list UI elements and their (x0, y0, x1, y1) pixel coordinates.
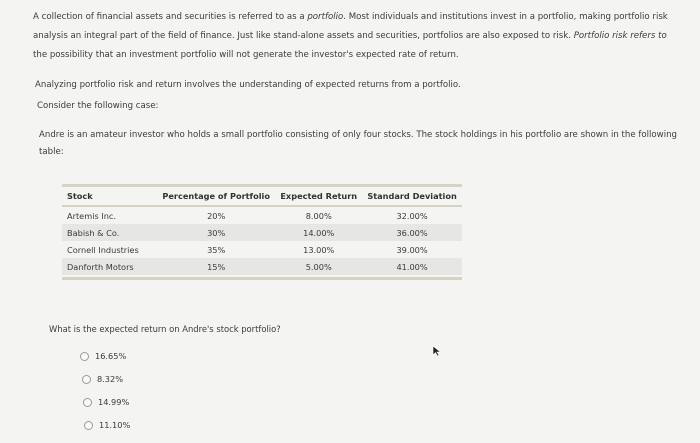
question-text: What is the expected return on Andre's stock portfolio? (49, 324, 281, 334)
mouse-cursor-icon (432, 345, 442, 357)
header-expected-return: Expected Return (275, 187, 362, 206)
answer-option-3[interactable] (83, 397, 129, 407)
intro-text-4: the possibility that an investment portfolio will not generate the investor's expected rate of return. (33, 50, 459, 60)
answer-option-1[interactable] (80, 351, 126, 361)
intro-term-portfolio-risk: Portfolio risk refers to (573, 31, 667, 41)
portfolio-table (62, 184, 462, 280)
intro-text-1: A collection of financial assets and securities is referred to as a (33, 12, 308, 22)
intro-term-portfolio: portfolio (307, 12, 344, 22)
answer-label: 8.32% (97, 374, 124, 384)
cell-percentage: 30% (157, 224, 275, 241)
case-paragraph: Andre is an amateur investor who holds a small portfolio consisting of only four stocks. The stock holdings in his portfolio are shown in the following table: (39, 130, 677, 157)
cell-standard-deviation: 39.00% (396, 244, 428, 255)
table-row (62, 241, 462, 258)
answer-label: 14.99% (98, 397, 130, 407)
header-percentage: Percentage of Portfolio (157, 187, 275, 206)
radio-button[interactable] (80, 352, 89, 361)
answer-option-4[interactable] (84, 420, 130, 430)
cell-stock: Artemis Inc. (67, 210, 117, 221)
cell-stock: Cornell Industries (67, 244, 139, 255)
table-header-row (62, 187, 462, 206)
header-stock: Stock (62, 187, 157, 206)
cell-standard-deviation: 32.00% (396, 210, 428, 221)
table-row (62, 224, 462, 241)
consider-paragraph: Consider the following case: (37, 101, 159, 111)
table-row (62, 258, 462, 275)
table-bottom-rule (62, 277, 462, 280)
table-row (62, 206, 462, 224)
cell-percentage: 20% (207, 210, 226, 221)
answer-label: 11.10% (99, 420, 131, 430)
cell-standard-deviation: 36.00% (362, 224, 462, 241)
answer-label: 16.65% (95, 351, 127, 361)
radio-button[interactable] (82, 375, 91, 384)
intro-paragraph (33, 8, 683, 65)
cell-percentage: 15% (157, 258, 275, 275)
intro-text-2: . Most individuals and institutions invest in a portfolio, making portfolio risk (343, 12, 668, 22)
answer-option-2[interactable] (82, 374, 123, 384)
intro-text-3: analysis an integral part of the field of finance. Just like stand-alone assets and securities, portfolios are also exposed to risk. (33, 31, 574, 41)
cell-percentage: 35% (207, 244, 226, 255)
radio-button[interactable] (83, 398, 92, 407)
cell-stock: Danforth Motors (62, 258, 157, 275)
cell-expected-return: 5.00% (275, 258, 362, 275)
analyzing-paragraph: Analyzing portfolio risk and return involves the understanding of expected returns from a portfolio. (35, 80, 461, 90)
cell-stock: Babish & Co. (62, 224, 157, 241)
cell-expected-return: 14.00% (275, 224, 362, 241)
cell-standard-deviation: 41.00% (362, 258, 462, 275)
header-standard-deviation: Standard Deviation (362, 187, 462, 206)
cell-expected-return: 13.00% (303, 244, 335, 255)
radio-button[interactable] (84, 421, 93, 430)
cell-expected-return: 8.00% (305, 210, 332, 221)
